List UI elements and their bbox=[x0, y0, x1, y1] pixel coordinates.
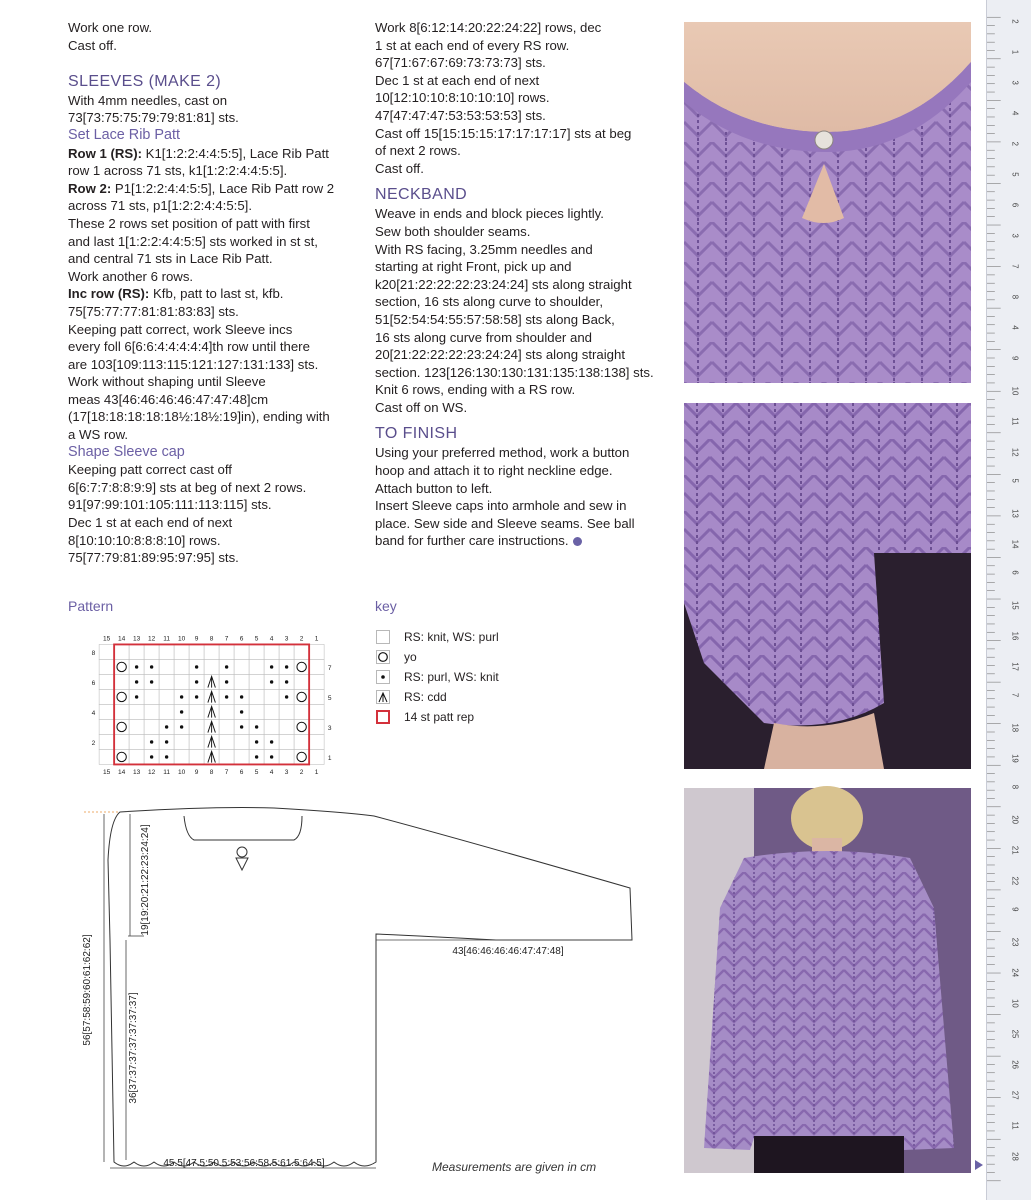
garment-schematic bbox=[64, 800, 644, 1180]
ruler-label: 12 bbox=[1010, 447, 1020, 457]
chart-row-label: 8 bbox=[91, 649, 96, 657]
chart-cell bbox=[309, 674, 324, 689]
text-line: 51[52:54:54:55:57:58:58] sts along Back, bbox=[375, 311, 615, 327]
chart-cell bbox=[99, 734, 114, 749]
text-line: Work without shaping until Sleeve bbox=[68, 374, 266, 390]
chart-dot-mark bbox=[270, 740, 273, 743]
chart-cell bbox=[144, 704, 159, 719]
row-text: P1[1:2:2:4:4:5:5], Lace Rib Patt row 2 bbox=[111, 180, 335, 196]
garment-outline bbox=[108, 808, 632, 1167]
ruler-label: 28 bbox=[1010, 1152, 1020, 1161]
ruler-label: 2 bbox=[1010, 19, 1020, 24]
text-line: Keeping patt correct cast off bbox=[68, 462, 232, 478]
chart-dot-mark bbox=[285, 695, 288, 698]
chart-cell bbox=[189, 734, 204, 749]
ruler-label: 18 bbox=[1010, 723, 1020, 733]
chart-cell bbox=[279, 704, 294, 719]
chart-dot-mark bbox=[255, 755, 258, 758]
text-line: a WS row. bbox=[68, 427, 129, 443]
ruler-label: 7 bbox=[1010, 264, 1020, 269]
ruler-label: 11 bbox=[1010, 417, 1020, 426]
chart-cell bbox=[219, 644, 234, 659]
ruler-label: 3 bbox=[1010, 233, 1020, 238]
key-item-repeat bbox=[375, 707, 625, 727]
text-line: Dec 1 st at each end of next bbox=[68, 515, 233, 531]
chart-column-label: 9 bbox=[194, 635, 199, 643]
text-line bbox=[68, 145, 368, 163]
button-loop-outline bbox=[236, 858, 248, 870]
chart-dot-mark bbox=[135, 665, 138, 668]
chart-cell bbox=[114, 749, 129, 764]
text-line: With RS facing, 3.25mm needles and bbox=[375, 241, 593, 257]
chart-column-label: 6 bbox=[239, 635, 244, 643]
chart-dot-mark bbox=[270, 680, 273, 683]
chart-dot-mark bbox=[240, 725, 243, 728]
pattern-chart bbox=[86, 626, 332, 796]
chart-cell bbox=[234, 674, 249, 689]
chart-column-label: 5 bbox=[254, 635, 259, 643]
chart-dot-mark bbox=[240, 695, 243, 698]
chart-cell bbox=[114, 659, 129, 674]
sleeve-length-label: 43[46:46:46:46:47:47:48] bbox=[452, 946, 564, 957]
text-line: Using your preferred method, work a button bbox=[375, 445, 630, 461]
row-text: K1[1:2:2:4:4:5:5], Lace Rib Patt bbox=[142, 145, 329, 161]
cdd-icon bbox=[376, 690, 390, 704]
chart-cell bbox=[309, 719, 324, 734]
instructions-column-2 bbox=[375, 19, 670, 550]
ruler-label: 5 bbox=[1010, 172, 1020, 177]
chart-cell bbox=[174, 644, 189, 659]
chart-dot-mark bbox=[225, 665, 228, 668]
chart-cell bbox=[264, 704, 279, 719]
chart-column-label: 4 bbox=[269, 635, 274, 643]
chart-cell bbox=[249, 674, 264, 689]
chart-column-label: 12 bbox=[147, 768, 156, 776]
ruler-label: 9 bbox=[1010, 907, 1020, 912]
subsection-title-shape-cap: Shape Sleeve cap bbox=[68, 443, 185, 460]
row-label: Row 1 (RS): bbox=[68, 145, 142, 161]
chart-cell bbox=[264, 644, 279, 659]
ruler-label: 19 bbox=[1010, 754, 1020, 763]
chart-row-label: 2 bbox=[91, 739, 96, 747]
chart-dot-mark bbox=[150, 680, 153, 683]
section-title-neckband: NECKBAND bbox=[375, 186, 468, 204]
text-line: Knit 6 rows, ending with a RS row. bbox=[375, 382, 576, 398]
ruler-arrow-icon bbox=[975, 1160, 983, 1170]
chart-column-label: 9 bbox=[194, 768, 199, 776]
chart-column-label: 14 bbox=[117, 768, 126, 776]
chart-cell bbox=[174, 734, 189, 749]
text-line: k20[21:22:22:22:23:24:24] sts along straight bbox=[375, 276, 632, 292]
chart-cell bbox=[249, 704, 264, 719]
text-line: 91[97:99:101:105:111:113:115] sts. bbox=[68, 497, 272, 513]
ruler-label: 23 bbox=[1010, 937, 1020, 947]
chart-cell bbox=[249, 644, 264, 659]
chart-cell bbox=[264, 689, 279, 704]
text-line: 8[10:10:10:8:8:8:10] rows. bbox=[68, 532, 221, 548]
chart-dot-mark bbox=[165, 725, 168, 728]
button-circle bbox=[237, 847, 247, 857]
chart-cell bbox=[279, 749, 294, 764]
chart-cell bbox=[114, 704, 129, 719]
chart-cell bbox=[99, 689, 114, 704]
text-line: 20[21:22:22:22:23:24:24] sts along straight bbox=[375, 347, 626, 363]
chart-cell bbox=[99, 749, 114, 764]
chart-cell bbox=[294, 644, 309, 659]
chart-dot-mark bbox=[240, 710, 243, 713]
skirt-shape bbox=[754, 1136, 904, 1173]
text-line: 67[71:67:67:69:73:73:73] sts. bbox=[375, 55, 546, 71]
text-line: 75[77:79:81:89:95:97:95] sts. bbox=[68, 550, 239, 566]
ruler-label: 27 bbox=[1010, 1090, 1020, 1100]
chart-cell bbox=[144, 644, 159, 659]
key-item-yo bbox=[375, 647, 625, 667]
chart-column-label: 1 bbox=[314, 768, 319, 776]
chart-dot-mark bbox=[225, 695, 228, 698]
ruler-label: 4 bbox=[1010, 111, 1020, 116]
end-bullet-icon bbox=[573, 537, 582, 546]
ruler-label: 6 bbox=[1010, 202, 1020, 208]
text-line: Work one row. bbox=[68, 20, 153, 35]
key-text: RS: purl, WS: knit bbox=[404, 670, 499, 684]
chart-column-label: 13 bbox=[132, 768, 141, 776]
chart-cell bbox=[219, 749, 234, 764]
text-line: 10[12:10:10:8:10:10:10] rows. bbox=[375, 90, 550, 106]
ruler-label: 21 bbox=[1010, 845, 1020, 855]
chart-dot-mark bbox=[285, 680, 288, 683]
photo-back-view bbox=[684, 788, 971, 1173]
text-line: across 71 sts, p1[1:2:2:4:4:5:5]. bbox=[68, 198, 253, 214]
chart-row-label: 4 bbox=[91, 709, 96, 717]
text-line: meas 43[46:46:46:46:47:47:48]cm bbox=[68, 391, 269, 407]
chart-dot-mark bbox=[195, 665, 198, 668]
ruler-label: 14 bbox=[1010, 539, 1020, 549]
chart-cell bbox=[309, 704, 324, 719]
chart-cell bbox=[234, 749, 249, 764]
text-line: and last 1[1:2:2:4:4:5:5] sts worked in st st, bbox=[68, 233, 318, 249]
chart-cell bbox=[114, 674, 129, 689]
chart-column-label: 15 bbox=[102, 768, 111, 776]
chart-dot-mark bbox=[225, 680, 228, 683]
chart-cell bbox=[294, 674, 309, 689]
measurement-note: Measurements are given in cm bbox=[432, 1160, 597, 1174]
ruler-label: 4 bbox=[1010, 325, 1020, 330]
chart-column-label: 5 bbox=[254, 768, 259, 776]
ruler-label: 10 bbox=[1010, 999, 1020, 1008]
chart-row-label: 3 bbox=[327, 724, 332, 732]
ruler-label: 2 bbox=[1010, 141, 1020, 147]
ruler-label: 7 bbox=[1010, 692, 1020, 698]
sweater-back-shape bbox=[704, 851, 954, 1150]
ruler-label: 25 bbox=[1010, 1029, 1020, 1039]
row-label: Row 2: bbox=[68, 180, 112, 196]
chart-cell bbox=[189, 704, 204, 719]
chart-cell bbox=[159, 644, 174, 659]
row-text: band for further care instructions. bbox=[375, 533, 569, 549]
chart-cell bbox=[159, 674, 174, 689]
ruler-label: 15 bbox=[1010, 600, 1020, 610]
text-line: Insert Sleeve caps into armhole and sew in bbox=[375, 498, 627, 514]
text-line: Sew both shoulder seams. bbox=[375, 223, 531, 239]
chart-cell bbox=[114, 719, 129, 734]
text-line: hoop and attach it to right neckline edge. bbox=[375, 463, 613, 479]
text-line bbox=[68, 180, 368, 198]
ruler-label: 9 bbox=[1010, 356, 1020, 361]
chart-dot-mark bbox=[180, 710, 183, 713]
chart-cell bbox=[294, 749, 309, 764]
text-line: Work 8[6:12:14:20:22:24:22] rows, dec bbox=[375, 20, 602, 35]
key-label: key bbox=[375, 598, 397, 614]
text-line: starting at right Front, pick up and bbox=[375, 259, 572, 275]
chart-cell bbox=[114, 644, 129, 659]
chart-cell bbox=[114, 734, 129, 749]
chart-cell bbox=[189, 749, 204, 764]
text-line: section. 123[126:130:130:131:135:138:138] sts. bbox=[375, 364, 654, 380]
chart-column-label: 2 bbox=[299, 768, 304, 776]
chart-cell bbox=[129, 704, 144, 719]
text-line: Work another 6 rows. bbox=[68, 268, 194, 284]
chart-dot-mark bbox=[135, 695, 138, 698]
ruler-label: 16 bbox=[1010, 631, 1020, 641]
total-length-label: 56[57:58:59:60:61:62:62] bbox=[82, 934, 93, 1046]
chart-dot-mark bbox=[270, 755, 273, 758]
chart-cell bbox=[294, 689, 309, 704]
chart-cell bbox=[129, 734, 144, 749]
text-line bbox=[375, 532, 670, 550]
chart-row-label: 1 bbox=[327, 754, 332, 762]
text-line: every foll 6[6:6:4:4:4:4:4]th row until there bbox=[68, 339, 310, 355]
ruler-label: 3 bbox=[1010, 80, 1020, 85]
key-item-knit bbox=[375, 627, 625, 647]
text-line: Cast off. bbox=[375, 160, 424, 176]
chart-column-label: 12 bbox=[147, 635, 156, 643]
chart-dot-mark bbox=[255, 725, 258, 728]
chart-cell bbox=[129, 644, 144, 659]
chart-column-label: 6 bbox=[239, 768, 244, 776]
circle-icon bbox=[376, 650, 390, 664]
chart-cell bbox=[219, 704, 234, 719]
chart-dot-mark bbox=[285, 665, 288, 668]
text-line: Cast off on WS. bbox=[375, 399, 468, 415]
chart-column-label: 3 bbox=[284, 768, 289, 776]
chart-cell bbox=[189, 719, 204, 734]
chart-column-label: 3 bbox=[284, 635, 289, 643]
text-line: Dec 1 st at each end of next bbox=[375, 72, 540, 88]
row-text: Kfb, patt to last st, kfb. bbox=[149, 286, 284, 302]
chart-cell bbox=[114, 689, 129, 704]
chart-column-label: 15 bbox=[102, 635, 111, 643]
chart-cell bbox=[99, 659, 114, 674]
chart-cell bbox=[309, 734, 324, 749]
photo-neckline-closeup bbox=[684, 22, 971, 383]
key-list bbox=[375, 627, 625, 727]
chart-cell bbox=[219, 719, 234, 734]
text-line: 6[6:7:7:8:8:9:9] sts at beg of next 2 rows. bbox=[68, 479, 307, 495]
chart-column-label: 14 bbox=[117, 635, 126, 643]
chart-column-label: 1 bbox=[314, 635, 319, 643]
chart-dot-mark bbox=[270, 665, 273, 668]
chart-cell bbox=[234, 734, 249, 749]
key-item-purl bbox=[375, 667, 625, 687]
ruler-label: 26 bbox=[1010, 1060, 1020, 1069]
ruler-label: 10 bbox=[1010, 386, 1020, 396]
text-line: section, 16 sts along curve to shoulder, bbox=[375, 294, 603, 310]
text-line: With 4mm needles, cast on bbox=[68, 92, 228, 108]
chart-column-label: 8 bbox=[209, 635, 214, 643]
key-item-cdd bbox=[375, 687, 625, 707]
chart-dot-mark bbox=[135, 680, 138, 683]
chart-row-label: 6 bbox=[91, 679, 96, 687]
chart-cell bbox=[264, 719, 279, 734]
chart-cell bbox=[279, 734, 294, 749]
key-text: yo bbox=[404, 650, 417, 664]
neckline-outline bbox=[184, 816, 302, 840]
body-length-label: 36[37:37:37:37:37:37:37] bbox=[128, 992, 139, 1104]
chart-cell bbox=[309, 689, 324, 704]
chart-row-label: 5 bbox=[327, 694, 332, 702]
armhole-depth-label: 19[19:20:21:22:23:24:24] bbox=[140, 824, 151, 936]
chart-cell bbox=[309, 659, 324, 674]
chart-column-label: 2 bbox=[299, 635, 304, 643]
text-line: 73[73:75:75:79:79:81:81] sts. bbox=[68, 110, 239, 126]
text-line: Keeping patt correct, work Sleeve incs bbox=[68, 321, 293, 337]
body-shape bbox=[844, 403, 971, 553]
text-line: Attach button to left. bbox=[375, 480, 493, 496]
key-text: RS: knit, WS: purl bbox=[404, 630, 499, 644]
chart-cell bbox=[219, 734, 234, 749]
ruler-label: 13 bbox=[1010, 509, 1020, 518]
section-title-sleeves: SLEEVES (MAKE 2) bbox=[68, 72, 222, 90]
text-line: Cast off 15[15:15:15:17:17:17:17] sts at beg bbox=[375, 125, 632, 141]
chart-column-label: 7 bbox=[224, 768, 229, 776]
chart-column-label: 13 bbox=[132, 635, 141, 643]
instructions-column-1 bbox=[68, 19, 368, 567]
ruler-label: 20 bbox=[1010, 815, 1020, 825]
chart-cell bbox=[249, 659, 264, 674]
text-line: and central 71 sts in Lace Rib Patt. bbox=[68, 251, 273, 267]
chart-cell bbox=[99, 644, 114, 659]
chart-cell bbox=[129, 719, 144, 734]
chart-dot-mark bbox=[255, 740, 258, 743]
chart-cell bbox=[204, 659, 219, 674]
chart-column-label: 10 bbox=[177, 635, 186, 643]
chart-column-label: 8 bbox=[209, 768, 214, 776]
text-line bbox=[68, 285, 368, 303]
chart-dot-mark bbox=[195, 680, 198, 683]
chart-cell bbox=[234, 659, 249, 674]
width-label: 45.5[47.5:50.5:53:56:58.5:61.5:64.5] bbox=[163, 1158, 325, 1169]
chart-dot-mark bbox=[165, 755, 168, 758]
text-line: 47[47:47:47:53:53:53:53] sts. bbox=[375, 107, 546, 123]
chart-column-label: 11 bbox=[163, 635, 171, 643]
chart-cell bbox=[144, 719, 159, 734]
ruler-label: 24 bbox=[1010, 968, 1020, 978]
chart-dot-mark bbox=[150, 740, 153, 743]
text-line: Cast off. bbox=[68, 37, 117, 53]
chart-row-label: 7 bbox=[327, 664, 332, 672]
pattern-label: Pattern bbox=[68, 598, 114, 614]
text-line: of next 2 rows. bbox=[375, 143, 461, 159]
ruler-label: 6 bbox=[1010, 570, 1020, 575]
ruler-label: 17 bbox=[1010, 662, 1020, 671]
chart-cell bbox=[99, 704, 114, 719]
chart-cell bbox=[294, 734, 309, 749]
chart-cell bbox=[189, 644, 204, 659]
chart-cell bbox=[249, 689, 264, 704]
chart-dot-mark bbox=[150, 755, 153, 758]
chart-cell bbox=[99, 719, 114, 734]
chart-cell bbox=[144, 689, 159, 704]
chart-column-label: 10 bbox=[177, 768, 186, 776]
ruler-label: 8 bbox=[1010, 294, 1020, 300]
dot-icon bbox=[376, 670, 390, 684]
chart-cell bbox=[309, 644, 324, 659]
text-line: 16 sts along curve from shoulder and bbox=[375, 329, 592, 345]
chart-cell bbox=[294, 719, 309, 734]
chart-cell bbox=[279, 644, 294, 659]
ruler-label: 1 bbox=[1010, 49, 1020, 55]
chart-cell bbox=[129, 749, 144, 764]
chart-cell bbox=[309, 749, 324, 764]
text-line: 1 st at each end of every RS row. bbox=[375, 37, 570, 53]
ruler-label: 22 bbox=[1010, 876, 1020, 886]
photo-sleeve-closeup bbox=[684, 403, 971, 769]
text-line: row 1 across 71 sts, k1[1:2:2:4:4:5:5]. bbox=[68, 163, 288, 179]
chart-cell bbox=[174, 674, 189, 689]
chart-cell bbox=[204, 644, 219, 659]
chart-cell bbox=[159, 659, 174, 674]
chart-dot-mark bbox=[165, 740, 168, 743]
chart-dot-mark bbox=[180, 725, 183, 728]
chart-column-label: 4 bbox=[269, 768, 274, 776]
chart-cell bbox=[159, 704, 174, 719]
chart-cell bbox=[234, 644, 249, 659]
text-line: These 2 rows set position of patt with first bbox=[68, 215, 310, 231]
chart-dot-mark bbox=[180, 695, 183, 698]
chart-column-label: 7 bbox=[224, 635, 229, 643]
text-line: (17[18:18:18:18:18½:18½:19]in), ending with bbox=[68, 409, 330, 425]
chart-dot-mark bbox=[195, 695, 198, 698]
chart-cell bbox=[99, 674, 114, 689]
chart-cell bbox=[279, 719, 294, 734]
chart-cell bbox=[159, 689, 174, 704]
ruler-label: 8 bbox=[1010, 784, 1020, 790]
row-label: Inc row (RS): bbox=[68, 286, 150, 302]
key-text: 14 st patt rep bbox=[404, 710, 475, 724]
chart-cell bbox=[174, 659, 189, 674]
text-line: Weave in ends and block pieces lightly. bbox=[375, 206, 604, 222]
chart-dot-mark bbox=[150, 665, 153, 668]
ruler-strip bbox=[986, 0, 1031, 1200]
chart-cell bbox=[294, 704, 309, 719]
chart-cell bbox=[174, 749, 189, 764]
empty-square-icon bbox=[376, 630, 390, 644]
button-shape bbox=[815, 131, 833, 149]
section-title-to-finish: TO FINISH bbox=[375, 425, 458, 443]
text-line: place. Sew side and Sleeve seams. See ball bbox=[375, 515, 635, 531]
chart-column-label: 11 bbox=[163, 768, 171, 776]
key-text: RS: cdd bbox=[404, 690, 447, 704]
text-line: 75[75:77:77:81:81:83:83] sts. bbox=[68, 303, 239, 319]
red-square-icon bbox=[376, 710, 390, 724]
chart-cell bbox=[294, 659, 309, 674]
text-line: are 103[109:113:115:121:127:131:133] sts. bbox=[68, 356, 319, 372]
ruler-label: 11 bbox=[1010, 1121, 1020, 1130]
ruler-label: 5 bbox=[1010, 478, 1020, 483]
subsection-title-set-lace: Set Lace Rib Patt bbox=[68, 126, 180, 143]
